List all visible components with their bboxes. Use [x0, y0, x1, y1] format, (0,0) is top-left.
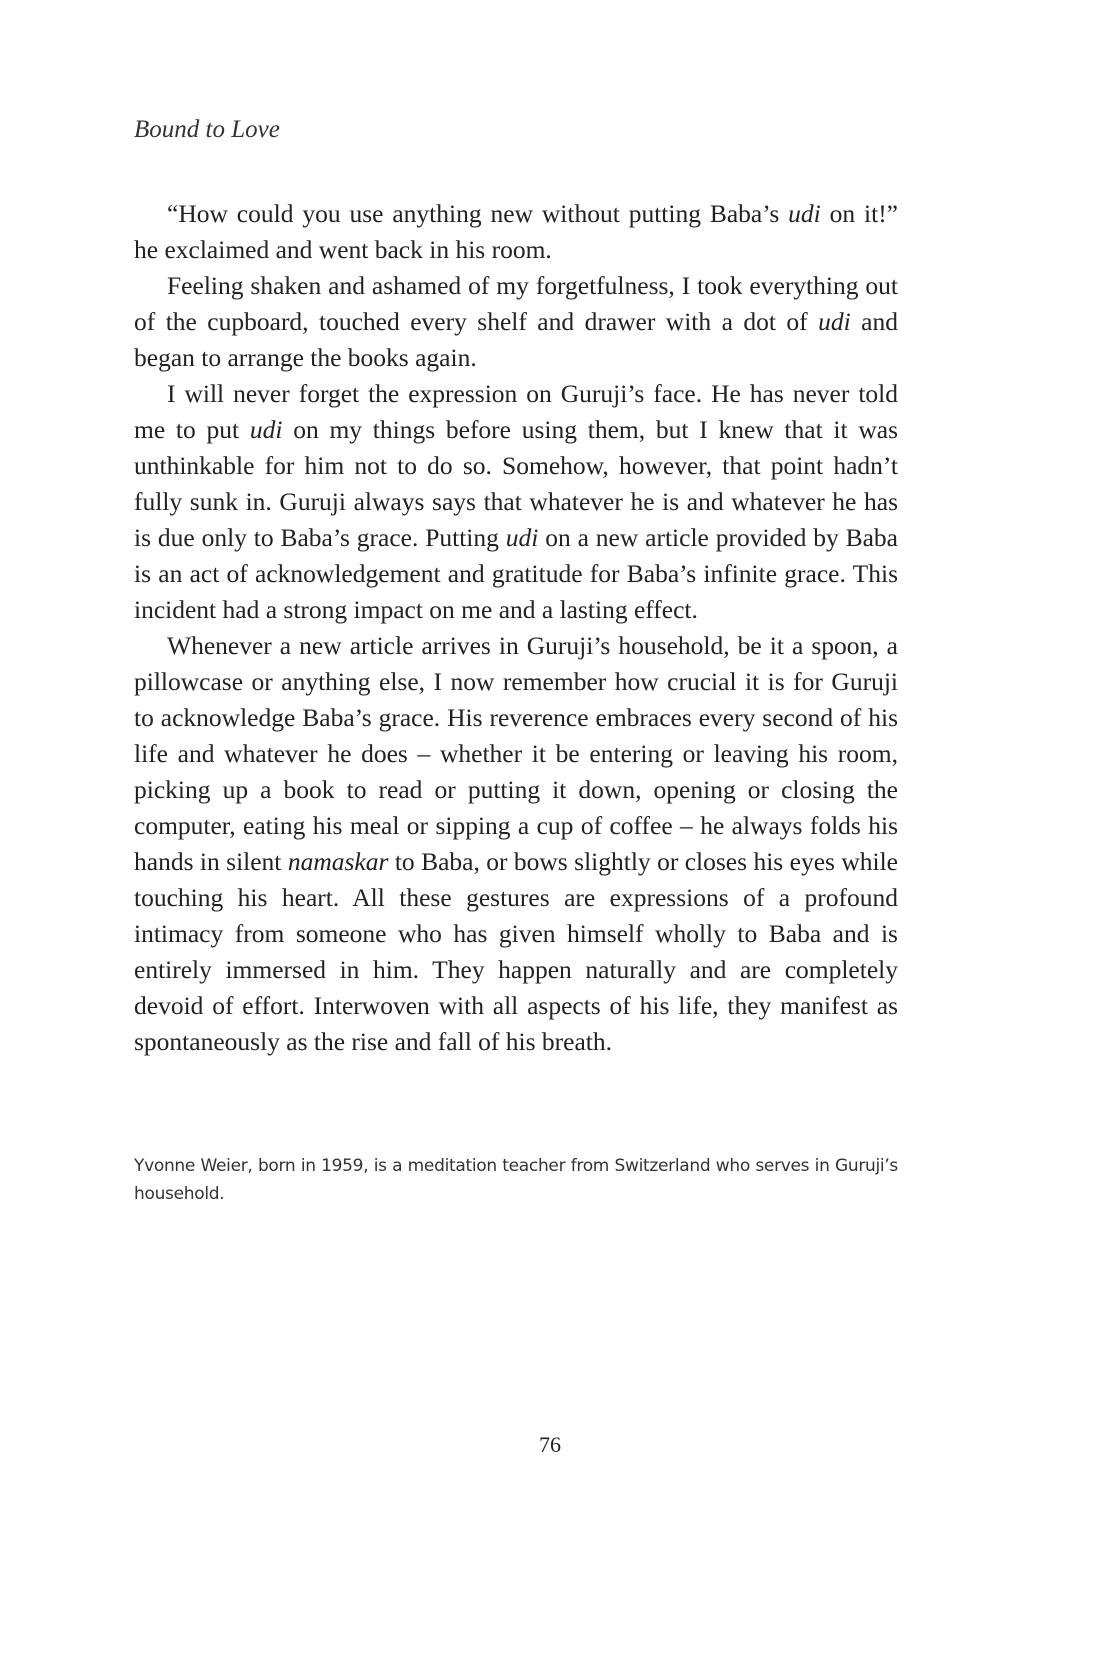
text-run: I will never forget the expression on Guruji’s face. He has never told me to put: [134, 379, 898, 444]
running-head: Bound to Love: [134, 116, 280, 143]
text-run: on a new article provided by Baba is an act of acknowledgement and gratitude for Baba’s infinite grace. This incident had a strong impact on me and a lasting effect.: [134, 523, 899, 624]
paragraph: [134, 196, 898, 268]
italic-term: udi: [505, 523, 539, 552]
paragraph: [134, 268, 898, 376]
text-run: to Baba, or bows slightly or closes his eyes while touching his heart. All these gestures are expressions of a profound intimacy from someone who has given himself wholly to Baba and is entirely immersed in him. They happen naturally and are completely devoid of effort. Interwoven with all aspects of his life, they manifest as spontaneously as the rise and fall of his breath.: [134, 847, 898, 1056]
paragraph: [134, 376, 898, 628]
italic-term: udi: [818, 307, 851, 336]
paragraph: [134, 628, 898, 1060]
text-run: on my things before using them, but I knew that it was unthinkable for him not to do so. Somehow, however, that point hadn’t fully sunk in. Guruji always says that whatever he is and whatever he has is due only to Baba’s grace. Putting: [134, 415, 899, 552]
page-number: 76: [539, 1432, 561, 1457]
text-run: and began to arrange the books again.: [134, 307, 898, 372]
italic-term: namaskar: [287, 847, 389, 876]
text-run: Feeling shaken and ashamed of my forgetfulness, I took everything out of the cupboard, touched every shelf and drawer with a dot of: [134, 271, 898, 336]
body-text: [134, 196, 898, 1060]
italic-term: udi: [788, 199, 821, 228]
author-bio: Yvonne Weier, born in 1959, is a meditation teacher from Switzerland who serves in Guruji’s household.: [134, 1156, 898, 1204]
text-run: Whenever a new article arrives in Guruji’s household, be it a spoon, a pillowcase or anything else, I now remember how crucial it is for Guruji to acknowledge Baba’s grace. His reverence embraces every second of his life and whatever he does – whether it be entering or leaving his room, picking up a book to read or putting it down, opening or closing the computer, eating his meal or sipping a cup of coffee – he always folds his hands in silent: [134, 631, 898, 876]
text-run: on it!” he exclaimed and went back in his room.: [134, 199, 899, 264]
italic-term: udi: [249, 415, 283, 444]
text-run: “How could you use anything new without putting Baba’s: [167, 199, 789, 228]
